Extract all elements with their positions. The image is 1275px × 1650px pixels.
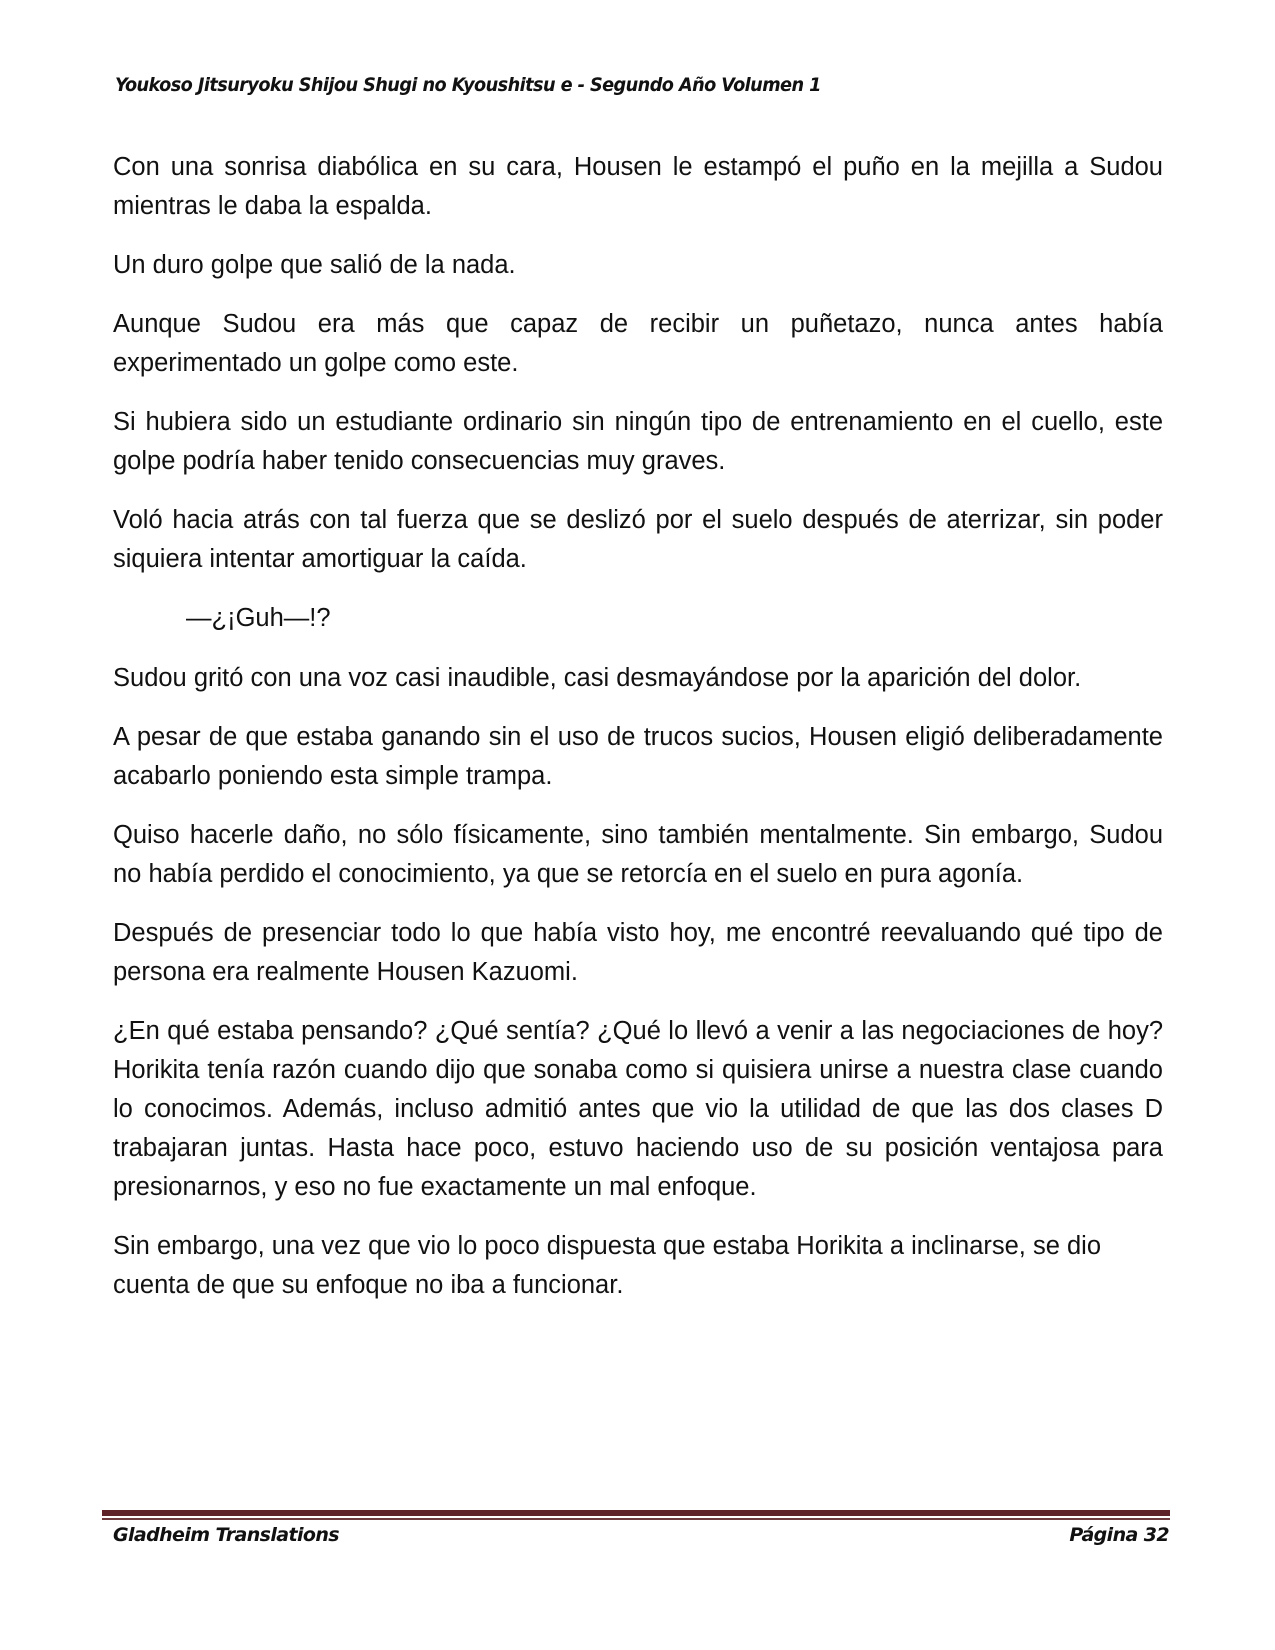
page-number: Página 32: [1069, 1524, 1169, 1546]
paragraph: Si hubiera sido un estudiante ordinario sin ningún tipo de entrenamiento en el cuello, este golpe podría haber tenido consecuencias muy graves.: [113, 408, 1163, 475]
dialogue-line: —¿¡Guh—!?: [186, 604, 331, 632]
paragraph: Sin embargo, una vez que vio lo poco dispuesta que estaba Horikita a inclinarse, se dio cuenta de que su enfoque no iba a funcionar.: [113, 1232, 1102, 1299]
paragraph: A pesar de que estaba ganando sin el uso de trucos sucios, Housen eligió deliberadamente acabarlo poniendo esta simple trampa.: [113, 723, 1163, 790]
paragraph: ¿En qué estaba pensando? ¿Qué sentía? ¿Qué lo llevó a venir a las negociaciones de hoy? Horikita tenía razón cuando dijo que sonaba como si quisiera unirse a nuestra clase cuando lo conocimos. Además, incluso admitió antes que vio la utilidad de que las dos clases D trabajaran juntas. Hasta hace poco, estuvo haciendo uso de su posición ventajosa para presionarnos, y eso no fue exactamente un mal enfoque.: [113, 1017, 1163, 1201]
footer-divider-thin: [102, 1518, 1170, 1520]
paragraph: Voló hacia atrás con tal fuerza que se deslizó por el suelo después de aterrizar, sin poder siquiera intentar amortiguar la caída.: [113, 506, 1163, 573]
footer-divider: [102, 1510, 1170, 1516]
page-body: [113, 148, 1163, 1325]
paragraph: Aunque Sudou era más que capaz de recibir un puñetazo, nunca antes había experimentado un golpe como este.: [113, 310, 1163, 377]
paragraph: Después de presenciar todo lo que había visto hoy, me encontré reevaluando qué tipo de persona era realmente Housen Kazuomi.: [113, 919, 1163, 986]
footer-publisher: Gladheim Translations: [113, 1524, 339, 1546]
paragraph: Con una sonrisa diabólica en su cara, Housen le estampó el puño en la mejilla a Sudou mientras le daba la espalda.: [113, 153, 1163, 220]
running-header: Youkoso Jitsuryoku Shijou Shugi no Kyoushitsu e - Segundo Año Volumen 1: [115, 74, 821, 96]
paragraph: Quiso hacerle daño, no sólo físicamente, sino también mentalmente. Sin embargo, Sudou no había perdido el conocimiento, ya que se retorcía en el suelo en pura agonía.: [113, 821, 1163, 888]
paragraph: Sudou gritó con una voz casi inaudible, casi desmayándose por la aparición del dolor.: [113, 664, 1082, 692]
paragraph: Un duro golpe que salió de la nada.: [113, 251, 516, 279]
